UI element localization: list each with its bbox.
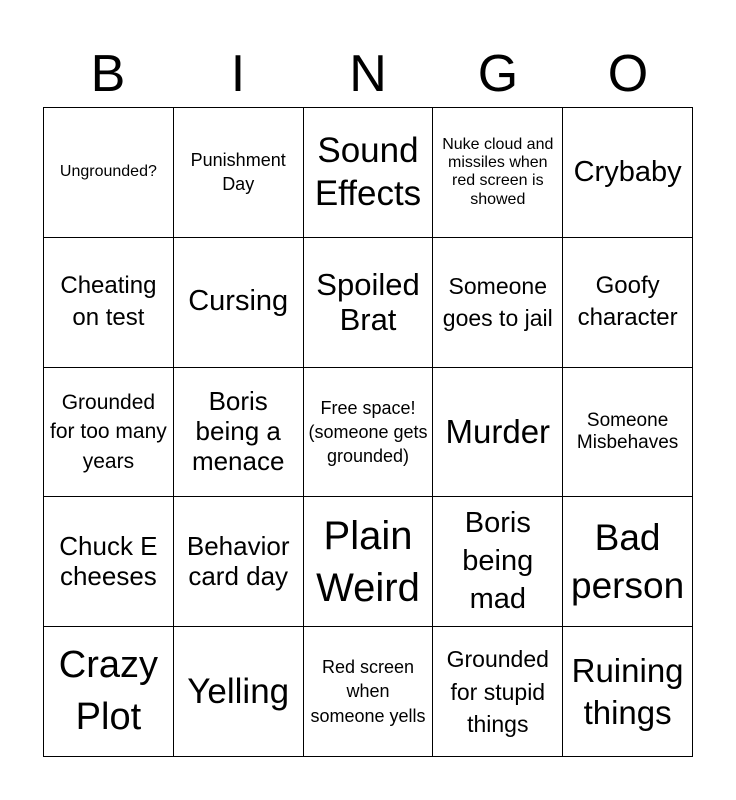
cell-label: Free space! (someone gets grounded)	[308, 397, 428, 467]
cell-label: Grounded for stupid things	[446, 646, 549, 737]
cell-label: Nuke cloud and missiles when red screen is showed	[442, 135, 554, 208]
bingo-cell[interactable]	[174, 108, 304, 238]
header-letter-b: B	[90, 45, 126, 103]
bingo-cell[interactable]	[433, 627, 563, 757]
cell-label: Boris being a menace	[191, 386, 285, 476]
header-letter-o: O	[607, 45, 649, 103]
bingo-cell[interactable]	[174, 238, 304, 368]
bingo-cell[interactable]	[44, 368, 174, 498]
bingo-cell[interactable]	[563, 368, 693, 498]
cell-label: Sound Effects	[314, 130, 422, 214]
cell-label: Yelling	[187, 671, 290, 711]
cell-label: Cursing	[188, 285, 289, 318]
bingo-cell[interactable]	[304, 497, 434, 627]
cell-label: Goofy character	[577, 271, 678, 332]
cell-label: Murder	[445, 413, 551, 451]
bingo-cell[interactable]	[563, 238, 693, 368]
cell-label: Behavior card day	[186, 530, 290, 591]
bingo-cell[interactable]	[304, 627, 434, 757]
bingo-cell[interactable]	[174, 627, 304, 757]
cell-label: Boris being mad	[462, 507, 534, 615]
cell-label: Crazy Plot	[58, 644, 159, 738]
bingo-cell[interactable]	[174, 497, 304, 627]
cell-label: Grounded for too many years	[50, 390, 167, 473]
bingo-header	[43, 44, 693, 104]
bingo-cell[interactable]	[433, 497, 563, 627]
bingo-cell[interactable]	[44, 108, 174, 238]
bingo-cell[interactable]	[563, 627, 693, 757]
header-letter-n: N	[349, 45, 387, 103]
cell-label: Chuck E cheeses	[59, 530, 158, 591]
header-letter-g: G	[477, 45, 519, 103]
cell-label: Cheating on test	[60, 271, 157, 332]
bingo-cell[interactable]	[433, 238, 563, 368]
cell-label: Bad person	[571, 516, 685, 606]
cell-label: Red screen when someone yells	[310, 657, 426, 726]
header-letter-i: I	[230, 45, 246, 103]
bingo-cell[interactable]	[433, 368, 563, 498]
cell-label: Plain Weird	[316, 513, 420, 610]
cell-label: Punishment Day	[190, 150, 286, 195]
bingo-cell[interactable]	[304, 108, 434, 238]
bingo-cell[interactable]	[563, 497, 693, 627]
cell-label: Crybaby	[573, 155, 682, 188]
bingo-board	[43, 107, 693, 757]
cell-label: Someone goes to jail	[442, 273, 553, 332]
cell-label: Ruining things	[571, 652, 684, 731]
bingo-cell[interactable]	[304, 368, 434, 498]
bingo-cell[interactable]	[44, 238, 174, 368]
bingo-cell[interactable]	[174, 368, 304, 498]
bingo-cell[interactable]	[44, 627, 174, 757]
bingo-cell[interactable]	[563, 108, 693, 238]
cell-label: Ungrounded?	[59, 163, 157, 181]
cell-label: Someone Misbehaves	[576, 410, 679, 453]
cell-label: Spoiled Brat	[316, 266, 420, 338]
bingo-cell[interactable]	[433, 108, 563, 238]
bingo-cell[interactable]	[304, 238, 434, 368]
bingo-cell[interactable]	[44, 497, 174, 627]
